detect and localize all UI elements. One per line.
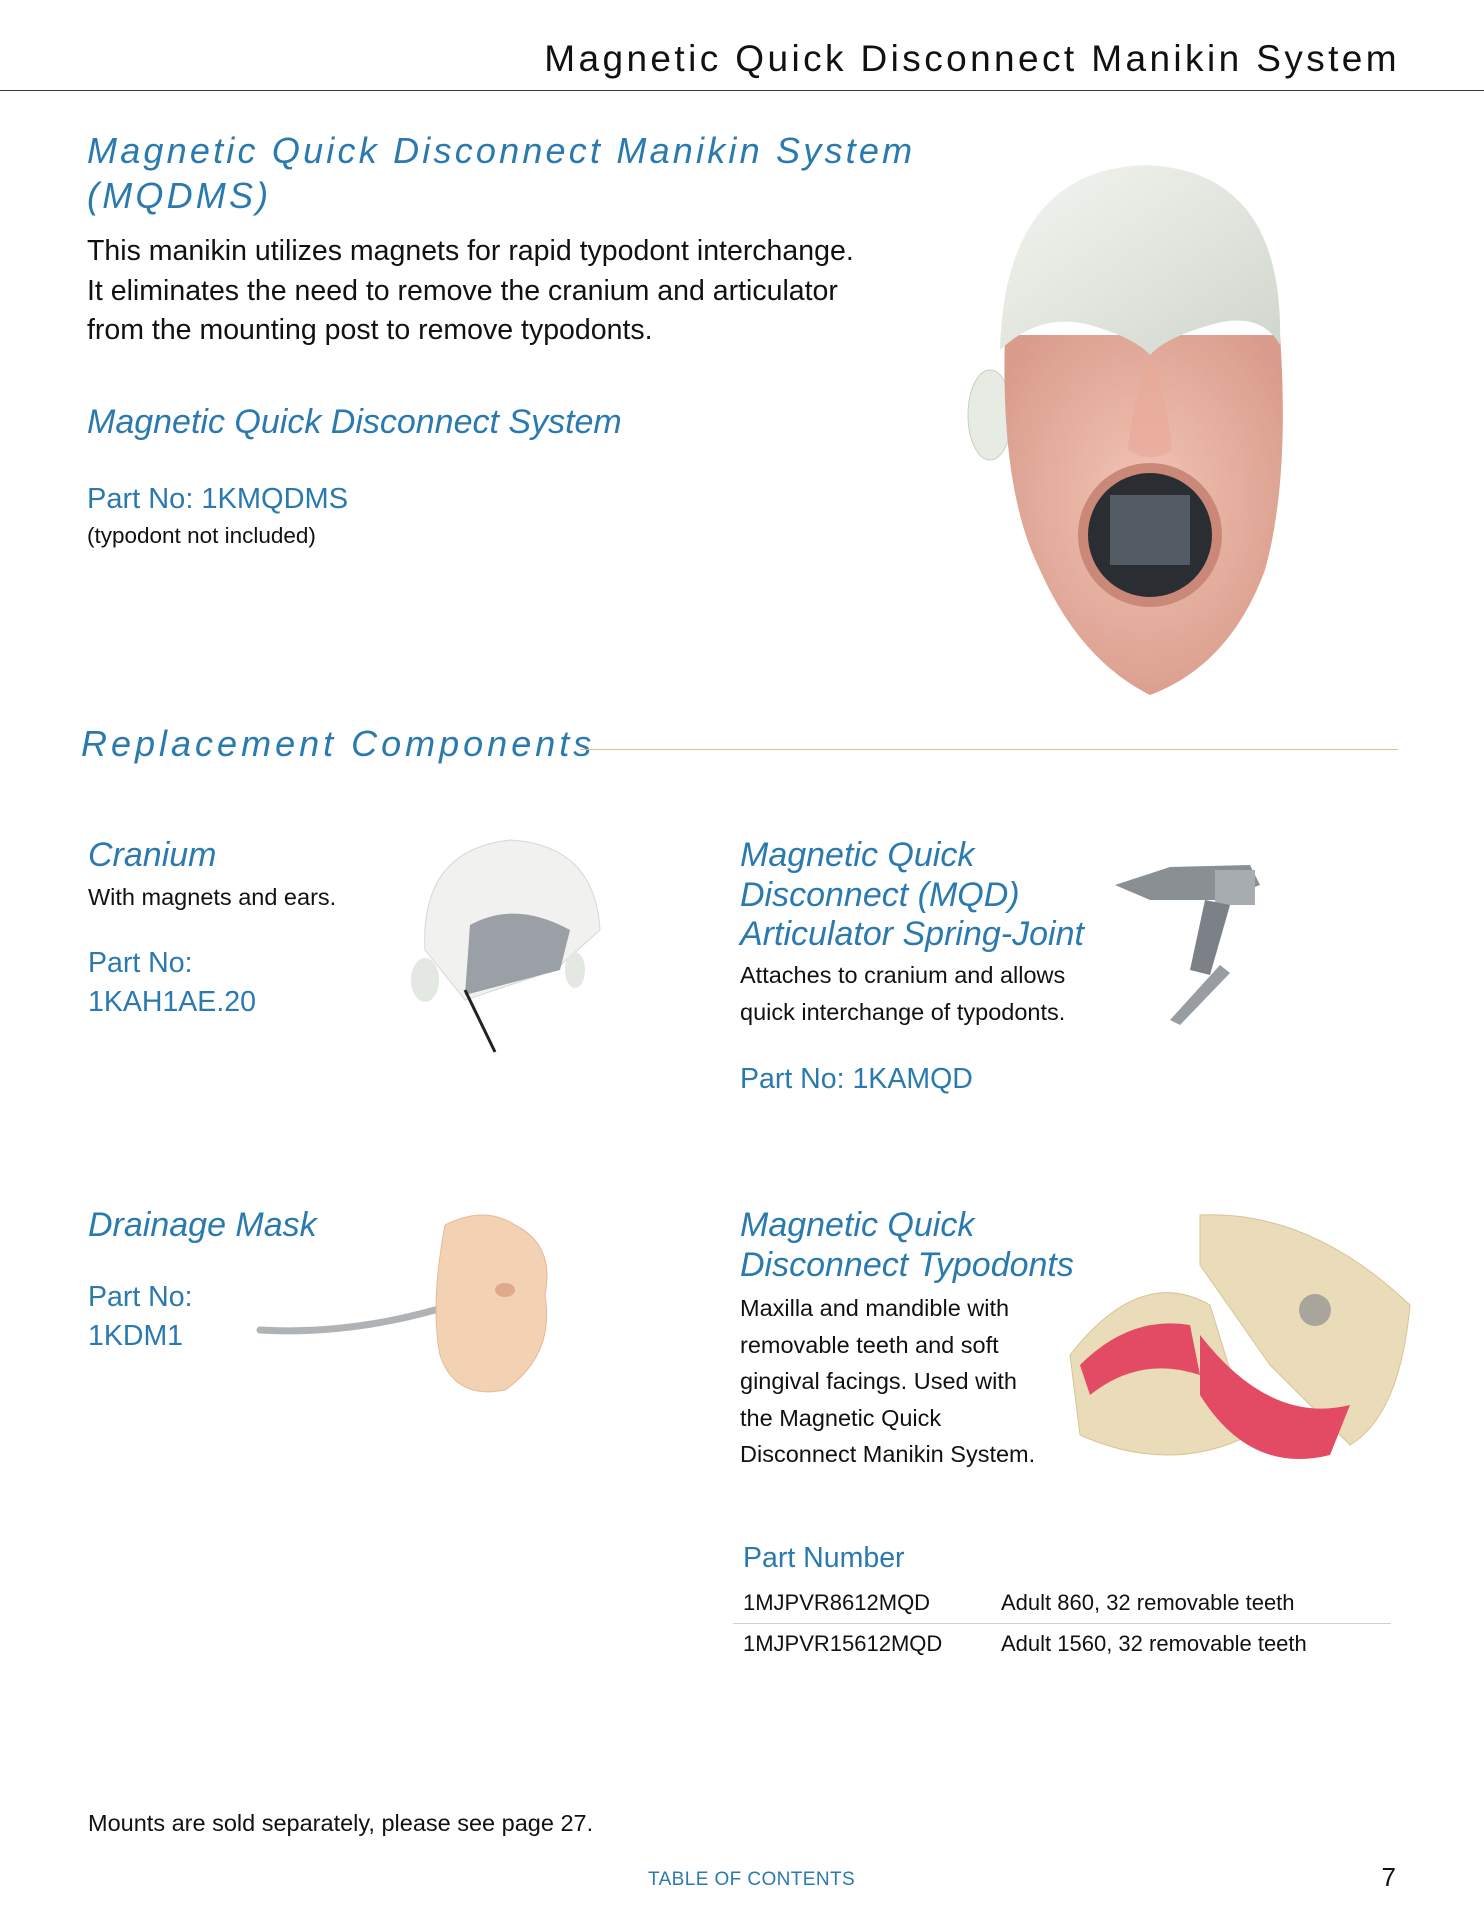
description-line: from the mounting post to remove typodonts.: [87, 314, 653, 346]
articulator-description: [740, 957, 1100, 1030]
cranium-photo: [395, 830, 630, 1055]
drainage-mask-title: Drainage Mask: [88, 1206, 317, 1244]
title-line: Disconnect (MQD): [740, 875, 1020, 914]
part-code: 1MJPVR8612MQD: [733, 1583, 991, 1624]
part-description: Adult 860, 32 removable teeth: [991, 1583, 1391, 1624]
description-line: gingival facings. Used with: [740, 1368, 1017, 1394]
articulator-joint-photo: [1110, 855, 1295, 1025]
description-line: Attaches to cranium and allows: [740, 962, 1066, 988]
part-value: 1KDM1: [88, 1320, 184, 1352]
system-part-number: Part No: 1KMQDMS: [87, 483, 349, 515]
drainage-mask-photo: [255, 1205, 635, 1405]
table-row: [733, 1624, 1391, 1665]
typodonts-description: [740, 1290, 1070, 1473]
title-line: Magnetic Quick: [740, 836, 975, 874]
mounts-footnote: Mounts are sold separately, please see page 27.: [88, 1810, 594, 1836]
cranium-description: With magnets and ears.: [88, 884, 337, 910]
product-title-line: Magnetic Quick Disconnect Manikin System: [87, 130, 916, 171]
part-code: 1MJPVR15612MQD: [743, 1631, 943, 1656]
system-subtitle: Magnetic Quick Disconnect System: [87, 403, 622, 441]
typodonts-photo: [1050, 1205, 1420, 1485]
manikin-head-photo: [960, 160, 1330, 700]
part-table-caption: Part Number: [743, 1542, 905, 1574]
cranium-title: Cranium: [88, 836, 217, 874]
description-line: This manikin utilizes magnets for rapid typodont interchange.: [87, 235, 854, 267]
part-value: 1KAH1AE.20: [88, 986, 256, 1018]
title-line: Articulator Spring-Joint: [740, 915, 1084, 953]
page-header: [0, 0, 1484, 91]
description-line: quick interchange of typodonts.: [740, 998, 1066, 1025]
description-line: It eliminates the need to remove the cranium and articulator: [87, 274, 838, 307]
articulator-part-number: Part No: 1KAMQD: [740, 1063, 973, 1095]
system-note: (typodont not included): [87, 523, 316, 548]
description-line: removable teeth and soft: [740, 1331, 999, 1358]
cranium-part-number: [88, 944, 256, 1022]
description-line: Disconnect Manikin System.: [740, 1441, 1036, 1467]
part-number-table: [733, 1583, 1391, 1664]
section-heading: Replacement Components: [81, 723, 596, 764]
part-label: Part No:: [88, 1281, 193, 1313]
section-rule: [580, 749, 1398, 750]
table-of-contents-link[interactable]: TABLE OF CONTENTS: [648, 1869, 856, 1890]
description-line: Maxilla and mandible with: [740, 1295, 1010, 1321]
table-row: [733, 1583, 1391, 1624]
page-number: 7: [1381, 1862, 1396, 1892]
drainage-mask-part-number: [88, 1278, 193, 1356]
description-line: the Magnetic Quick: [740, 1404, 942, 1431]
product-title-line: (MQDMS): [87, 175, 272, 216]
part-description: Adult 1560, 32 removable teeth: [1001, 1631, 1307, 1656]
product-description: [87, 232, 917, 351]
part-label: Part No:: [88, 947, 193, 979]
articulator-title: [740, 836, 1140, 955]
title-line: Magnetic Quick: [740, 1206, 975, 1244]
page-header-title: Magnetic Quick Disconnect Manikin System: [544, 38, 1400, 79]
product-title: [87, 128, 947, 218]
title-line: Disconnect Typodonts: [740, 1245, 1074, 1284]
